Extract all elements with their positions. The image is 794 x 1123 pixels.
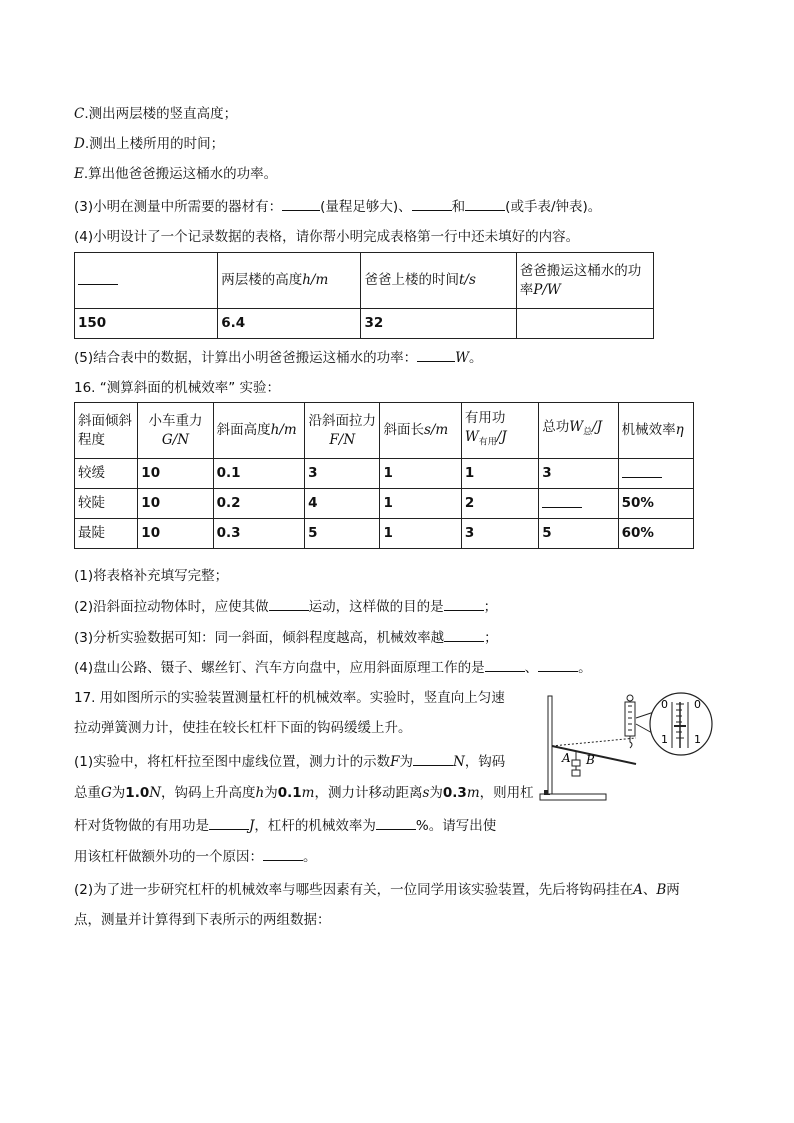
answer-blank[interactable] <box>538 657 578 672</box>
answer-blank[interactable] <box>376 815 416 830</box>
question-17-intro: 17. 用如图所示的实验装置测量杠杆的机械效率。实验时，竖直向上匀速 <box>74 690 505 706</box>
point-b-label: B <box>586 753 595 767</box>
table-header: 斜面高度h/m <box>213 403 304 459</box>
question-15-5: (5)结合表中的数据，计算出小明爸爸搬运这桶水的功率： W。 <box>74 347 483 368</box>
table-header: 总功$W_总/J$ <box>539 403 618 459</box>
table-header: 机械效率η <box>618 403 693 459</box>
question-17-1-line3: 杆对货物做的有用功是 J，杠杆的机械效率为 %。请写出使 <box>74 815 496 836</box>
question-15-3: (3)小明在测量中所需要的器材有： (量程足够大)、 和 (或手表/钟表)。 <box>74 196 601 217</box>
question-16-4: (4)盘山公路、镊子、螺丝钉、汽车方向盘中，应用斜面原理工作的是 、 。 <box>74 657 592 678</box>
table-header: 斜面倾斜程度 <box>75 403 138 459</box>
table-header: 沿斜面拉力 F/N <box>305 403 380 459</box>
table-cell: 2 <box>461 489 538 519</box>
question-17-2: (2)为了进一步研究杠杆的机械效率与哪些因素有关，一位同学用该实验装置，先后将钩码挂在A、B两 <box>74 882 680 898</box>
answer-blank[interactable] <box>263 846 303 861</box>
question-17-1-line2: 总重G为1.0N，钩码上升高度h为0.1m，测力计移动距离s为0.3m，则用杠 <box>74 785 534 801</box>
table-cell: 50% <box>618 489 693 519</box>
table-cell: 爸爸搬运这桶水的功率P/W <box>516 253 653 309</box>
table-cell <box>75 253 218 309</box>
answer-blank[interactable] <box>622 463 662 478</box>
question-16-title: 16. “测算斜面的机械效率” 实验： <box>74 380 281 396</box>
scale-one-right: 1 <box>694 733 701 746</box>
step-e: E.算出他爸爸搬运这桶水的功率。 <box>74 166 278 182</box>
table-cell: 0.3 <box>213 519 304 549</box>
answer-blank[interactable] <box>78 270 118 285</box>
table-cell: 150 <box>75 309 218 339</box>
answer-blank[interactable] <box>465 196 505 211</box>
table-cell: 1 <box>380 459 461 489</box>
table-cell <box>618 459 693 489</box>
power-record-table <box>74 252 654 339</box>
question-16-3: (3)分析实验数据可知：同一斜面，倾斜程度越高，机械效率越 ； <box>74 627 498 648</box>
answer-blank[interactable] <box>209 815 249 830</box>
table-header: 有用功 $W_{有用}/J$ <box>461 403 538 459</box>
table-cell: 10 <box>138 489 213 519</box>
question-16-2: (2)沿斜面拉动物体时，应使其做 运动，这样做的目的是 ； <box>74 596 497 617</box>
spring-scale-icon <box>625 702 635 736</box>
scale-zero-left: 0 <box>661 698 668 711</box>
answer-blank[interactable] <box>282 196 320 211</box>
lever-apparatus-figure <box>536 690 714 806</box>
hook-weight-icon <box>572 770 580 776</box>
table-cell <box>539 489 618 519</box>
question-15-4: (4)小明设计了一个记录数据的表格，请你帮小明完成表格第一行中还未填好的内容。 <box>74 229 580 245</box>
scale-hook <box>630 736 632 748</box>
scale-zero-right: 0 <box>694 698 701 711</box>
stand-pole <box>548 696 552 794</box>
table-cell: 10 <box>138 459 213 489</box>
answer-blank[interactable] <box>413 751 453 766</box>
table-cell <box>516 309 653 339</box>
question-17-2-line2: 点，测量并计算得到下表所示的两组数据： <box>74 912 331 928</box>
table-header: 小车重力 G/N <box>138 403 213 459</box>
lever-dashed-position <box>552 738 636 746</box>
table-cell: 爸爸上楼的时间t/s <box>361 253 516 309</box>
table-cell: 32 <box>361 309 516 339</box>
answer-blank[interactable] <box>444 596 484 611</box>
table-cell: 3 <box>305 459 380 489</box>
answer-blank[interactable] <box>417 347 455 362</box>
table-cell: 最陡 <box>75 519 138 549</box>
table-cell: 6.4 <box>218 309 361 339</box>
point-a-label: A <box>562 751 571 765</box>
table-cell: 0.1 <box>213 459 304 489</box>
table-cell: 60% <box>618 519 693 549</box>
scale-one-left: 1 <box>661 733 668 746</box>
incline-efficiency-table <box>74 402 694 549</box>
table-cell: 1 <box>380 519 461 549</box>
table-cell: 0.2 <box>213 489 304 519</box>
step-c: C.测出两层楼的竖直高度； <box>74 106 238 122</box>
question-17-1-line4: 用该杠杆做额外功的一个原因： 。 <box>74 846 317 867</box>
scale-ring <box>627 695 633 701</box>
table-cell: 1 <box>461 459 538 489</box>
table-cell: 5 <box>539 519 618 549</box>
magnified-scale-circle <box>650 693 712 755</box>
answer-blank[interactable] <box>269 596 309 611</box>
answer-blank[interactable] <box>485 657 525 672</box>
table-cell: 3 <box>539 459 618 489</box>
answer-blank[interactable] <box>542 493 582 508</box>
step-d: D.测出上楼所用的时间； <box>74 136 225 152</box>
answer-blank[interactable] <box>444 627 484 642</box>
question-16-1: (1)将表格补充填写完整； <box>74 568 229 584</box>
table-cell: 较陡 <box>75 489 138 519</box>
table-cell: 10 <box>138 519 213 549</box>
hook-weight-icon <box>572 760 580 766</box>
table-cell: 1 <box>380 489 461 519</box>
table-cell: 两层楼的高度h/m <box>218 253 361 309</box>
table-cell: 5 <box>305 519 380 549</box>
table-cell: 4 <box>305 489 380 519</box>
answer-blank[interactable] <box>412 196 452 211</box>
question-17-1: (1)实验中，将杠杆拉至图中虚线位置，测力计的示数F为 N，钩码 <box>74 751 505 772</box>
table-cell: 较缓 <box>75 459 138 489</box>
table-cell: 3 <box>461 519 538 549</box>
table-header: 斜面长s/m <box>380 403 461 459</box>
question-17-intro-2: 拉动弹簧测力计，使挂在较长杠杆下面的钩码缓缓上升。 <box>74 720 412 736</box>
